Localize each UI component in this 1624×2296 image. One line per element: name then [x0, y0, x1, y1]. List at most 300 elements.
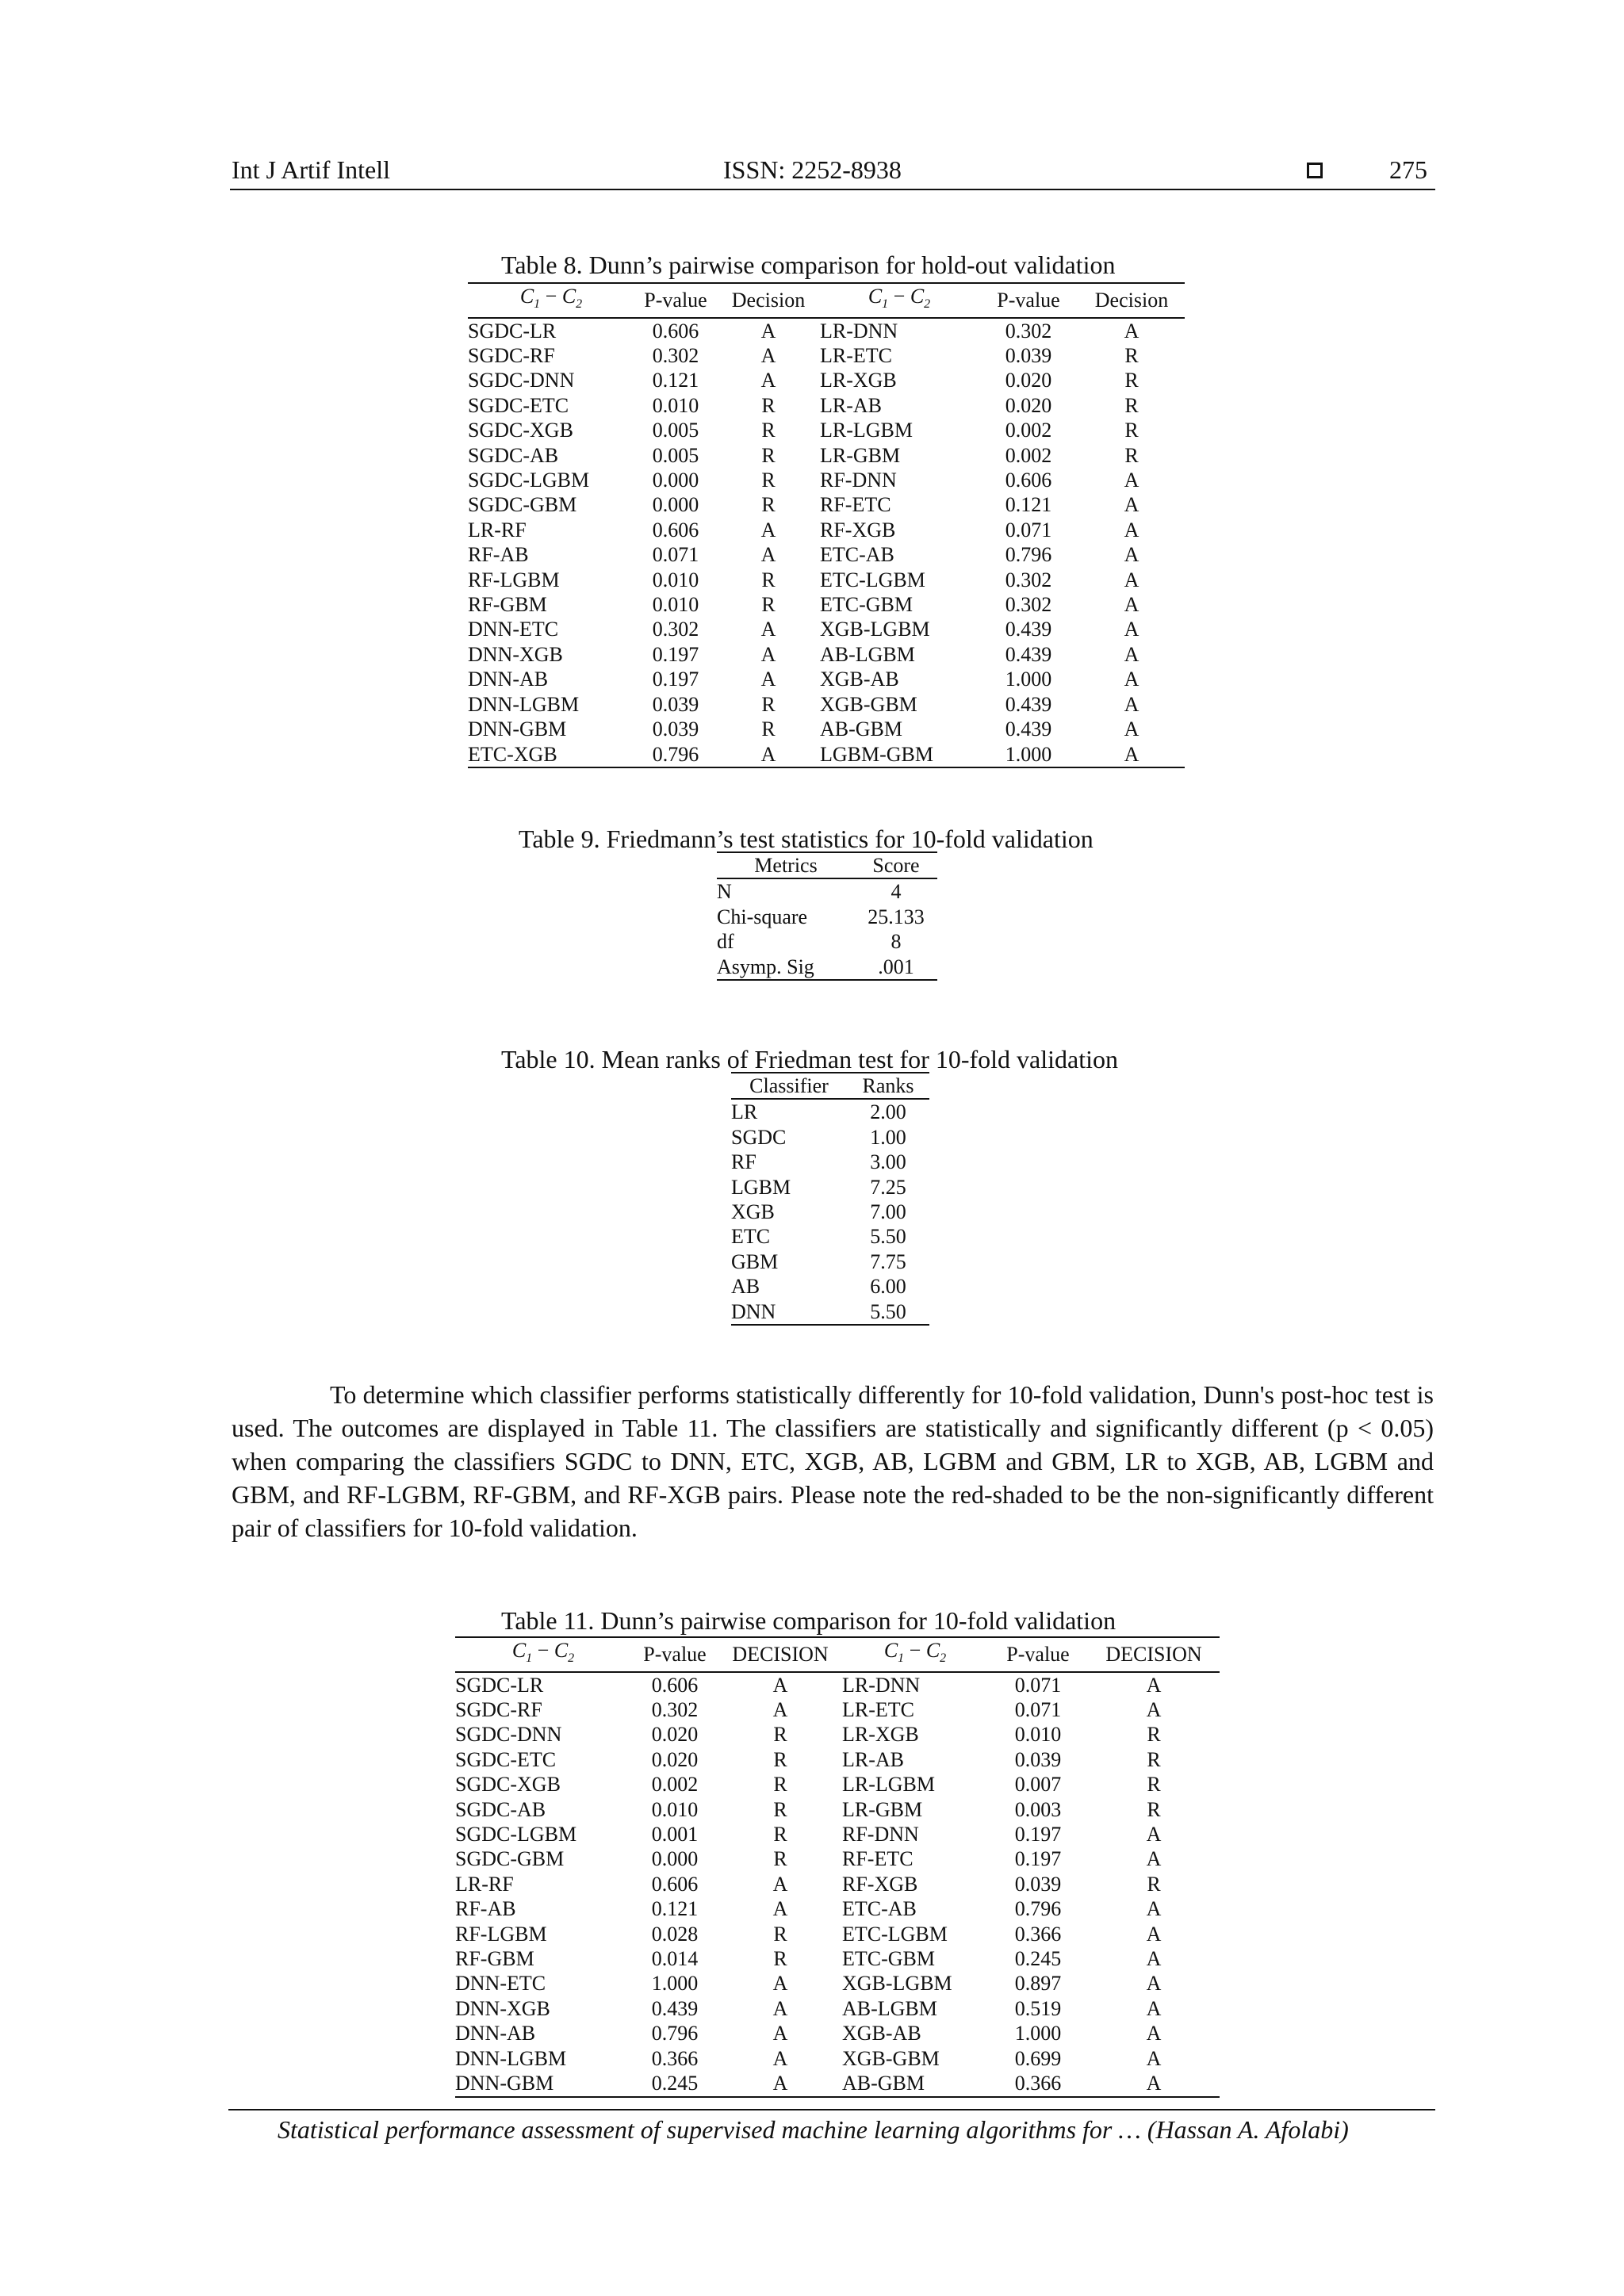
table11-cell: A — [1146, 2046, 1162, 2070]
table8-cell: 0.121 — [1005, 493, 1052, 517]
table11-cell: A — [772, 2046, 788, 2070]
issn: ISSN: 2252-8938 — [723, 155, 902, 184]
table11-cell: A — [772, 1996, 788, 2020]
table11-header-cell: DECISION — [718, 1637, 842, 1672]
table11-cell: DNN-XGB — [455, 1996, 550, 2020]
table11-cell: 0.245 — [1014, 1947, 1062, 1971]
page-number: 275 — [1389, 155, 1427, 184]
table11-cell: 0.002 — [651, 1773, 699, 1797]
table11-cell: 0.014 — [651, 1947, 699, 1971]
header-rule — [230, 189, 1435, 190]
table11-cell: A — [1146, 1996, 1162, 2020]
table8-cell: LR-XGB — [820, 369, 897, 392]
table10-header-cell: Ranks — [847, 1073, 929, 1099]
table11-cell: LR-GBM — [842, 1797, 923, 1821]
table8-cell: R — [1124, 344, 1139, 367]
table8-cell: A — [1124, 568, 1139, 591]
table11-cell: R — [773, 1747, 787, 1771]
table8-cell: DNN-XGB — [468, 642, 563, 666]
table11-cell: R — [773, 1847, 787, 1871]
table11-cell: SGDC-AB — [455, 1797, 546, 1821]
table-row — [455, 1846, 1220, 1871]
table10-cell: 5.50 — [870, 1225, 906, 1249]
table-row — [468, 542, 1185, 567]
table11-cell: ETC-GBM — [842, 1947, 935, 1971]
table10 — [731, 1072, 929, 1326]
table11-cell: A — [772, 1972, 788, 1996]
table11-cell: LR-AB — [842, 1747, 904, 1771]
table8-cell: 1.000 — [1005, 668, 1052, 691]
table11-cell: ETC-AB — [842, 1897, 917, 1921]
table8-cell: R — [761, 393, 776, 417]
table-row — [455, 1922, 1220, 1946]
table11-cell: LR-RF — [455, 1872, 514, 1896]
table8-cell: A — [760, 344, 776, 367]
table9-cell: 8 — [891, 930, 902, 954]
table11-cell: 1.000 — [1014, 2022, 1062, 2045]
table-row — [455, 2071, 1220, 2096]
table11-cell: R — [773, 1723, 787, 1747]
table8-cell: ETC-LGBM — [820, 568, 925, 591]
table11-cell: 1.000 — [651, 1972, 699, 1996]
table11-cell: 0.020 — [651, 1723, 699, 1747]
table10-cell: RF — [731, 1150, 756, 1174]
table11-cell: 0.897 — [1014, 1972, 1062, 1996]
table8-cell: R — [761, 469, 776, 492]
table-row — [731, 1099, 929, 1124]
table11-cell: LR-XGB — [842, 1723, 919, 1747]
table8-cell: 0.071 — [1005, 518, 1052, 541]
table10-cell: 7.00 — [870, 1200, 906, 1224]
table-row — [731, 1175, 929, 1200]
table8-cell: XGB-GBM — [820, 692, 917, 716]
table8-cell: 0.302 — [652, 344, 699, 367]
table-row — [717, 878, 937, 904]
table8-cell: RF-ETC — [820, 493, 891, 517]
table10-cell: DNN — [731, 1299, 847, 1325]
table11-cell: 0.039 — [1014, 1747, 1062, 1771]
footer-rule — [228, 2109, 1435, 2110]
table-row — [468, 642, 1185, 667]
table11-header-cell: P-value — [988, 1637, 1088, 1672]
table8-cell: A — [1124, 319, 1139, 342]
table11-cell: 0.606 — [651, 1872, 699, 1896]
table11 — [455, 1636, 1220, 2098]
table8-cell: A — [1124, 718, 1139, 741]
table11-cell: R — [1147, 1872, 1161, 1896]
table-row — [731, 1224, 929, 1249]
table11-cell: 0.197 — [1014, 1847, 1062, 1871]
table11-cell: SGDC-ETC — [455, 1747, 557, 1771]
table9-cell: Chi-square — [717, 905, 808, 928]
table-row — [455, 1946, 1220, 1971]
table8-cell: 0.039 — [652, 718, 699, 741]
table9-cell: Asymp. Sig — [717, 955, 855, 980]
table11-cell: A — [1146, 2022, 1162, 2045]
table-row — [468, 592, 1185, 617]
table-row — [455, 1772, 1220, 1797]
table8-cell: A — [760, 319, 776, 342]
table11-cell: SGDC-XGB — [455, 1773, 561, 1797]
table8-cell: 0.020 — [1005, 369, 1052, 392]
table11-header-cell: $C_1 - C_2$ — [455, 1637, 631, 1672]
table11-cell: XGB-GBM — [842, 2046, 940, 2070]
table8-cell: R — [1124, 443, 1139, 467]
table8-cell: R — [761, 443, 776, 467]
table11-cell: A — [772, 1673, 788, 1697]
table11-cell: DNN-LGBM — [455, 2046, 567, 2070]
table8-cell: XGB-LGBM — [820, 618, 930, 641]
table11-cell: 0.001 — [651, 1823, 699, 1846]
table8-cell: 0.005 — [652, 419, 699, 442]
table8-cell: LR-RF — [468, 518, 527, 541]
table-row — [455, 1697, 1220, 1722]
table9-caption: Table 9. Friedmann’s test statistics for 10-fold validation — [519, 825, 1094, 853]
table-row — [468, 742, 1185, 767]
table11-cell: 0.000 — [651, 1847, 699, 1871]
table11-header-cell: P-value — [631, 1637, 718, 1672]
table-row — [468, 518, 1185, 542]
table8-cell: A — [1124, 618, 1139, 641]
table11-cell: 0.007 — [1014, 1773, 1062, 1797]
table9-cell: N — [717, 880, 732, 904]
table11-cell: A — [1146, 1847, 1162, 1871]
table11-cell: 0.071 — [1014, 1698, 1062, 1721]
table-row — [455, 1797, 1220, 1822]
table8-cell: SGDC-RF — [468, 344, 555, 367]
table10-cell: 7.25 — [870, 1175, 906, 1199]
table8-cell: AB-GBM — [820, 718, 903, 741]
table8-cell: 0.796 — [634, 742, 717, 767]
table8-cell: 0.439 — [1005, 718, 1052, 741]
table8-cell: A — [760, 642, 776, 666]
table11-cell: RF-AB — [455, 1897, 516, 1921]
table8-cell: 0.796 — [1005, 543, 1052, 567]
table11-cell: 0.302 — [651, 1698, 699, 1721]
table8-cell: 0.197 — [652, 668, 699, 691]
table11-cell: 0.197 — [1014, 1823, 1062, 1846]
table-row — [468, 418, 1185, 442]
table11-cell: RF-DNN — [842, 1823, 919, 1846]
table8-cell: 0.005 — [652, 443, 699, 467]
table8-cell: SGDC-LR — [468, 319, 557, 342]
table11-cell: 0.606 — [651, 1673, 699, 1697]
table8-cell: A — [1124, 642, 1139, 666]
table8-cell: RF-LGBM — [468, 568, 560, 591]
table10-cell: 7.75 — [870, 1249, 906, 1273]
table8-cell: R — [761, 419, 776, 442]
table11-cell: 0.003 — [1014, 1797, 1062, 1821]
table11-cell: A — [772, 1872, 788, 1896]
table11-cell: DNN-GBM — [455, 2071, 631, 2096]
table-row — [455, 1872, 1220, 1896]
table8-cell: 0.000 — [652, 493, 699, 517]
table11-cell: RF-LGBM — [455, 1922, 547, 1946]
table8-header-cell: P-value — [634, 283, 717, 318]
table11-cell: R — [773, 1922, 787, 1946]
table11-cell: 0.439 — [651, 1996, 699, 2020]
table11-cell: R — [1147, 1723, 1161, 1747]
table11-cell: A — [1146, 1947, 1162, 1971]
table11-header-cell: DECISION — [1088, 1637, 1220, 1672]
table8-caption: Table 8. Dunn’s pairwise comparison for hold-out validation — [501, 251, 1116, 279]
table8-cell: 0.002 — [1005, 419, 1052, 442]
table11-cell: 0.366 — [651, 2046, 699, 2070]
table11-cell: LR-ETC — [842, 1698, 914, 1721]
table8-cell: A — [1124, 593, 1139, 617]
table8-cell: ETC-XGB — [468, 742, 634, 767]
table11-header-cell: $C_1 - C_2$ — [842, 1637, 988, 1672]
table-row — [455, 2021, 1220, 2045]
table8-cell: A — [1124, 668, 1139, 691]
table11-cell: 0.121 — [651, 1897, 699, 1921]
table11-cell: R — [773, 1823, 787, 1846]
table10-caption: Table 10. Mean ranks of Friedman test for 10-fold validation — [501, 1045, 1118, 1073]
table-row — [455, 1722, 1220, 1747]
table11-cell: A — [772, 1897, 788, 1921]
table-row — [468, 468, 1185, 492]
table8-cell: ETC-GBM — [820, 593, 913, 617]
table11-cell: R — [773, 1773, 787, 1797]
table8-cell: A — [760, 668, 776, 691]
table10-cell: 6.00 — [870, 1275, 906, 1299]
table8-cell: DNN-AB — [468, 668, 549, 691]
table11-cell: RF-ETC — [842, 1847, 914, 1871]
table10-header-cell: Classifier — [731, 1073, 847, 1099]
table11-cell: DNN-ETC — [455, 1972, 546, 1996]
table8-cell: 0.039 — [1005, 344, 1052, 367]
table8-cell: 0.197 — [652, 642, 699, 666]
table-row — [468, 368, 1185, 392]
table8-cell: 0.606 — [1005, 469, 1052, 492]
table8-cell: RF-DNN — [820, 469, 897, 492]
table11-cell: 0.699 — [1014, 2046, 1062, 2070]
table10-cell: LGBM — [731, 1175, 791, 1199]
table11-cell: 0.245 — [631, 2071, 718, 2096]
table-row — [468, 492, 1185, 517]
table10-cell: AB — [731, 1275, 760, 1299]
table8-cell: A — [1124, 518, 1139, 541]
table9-cell: 4 — [891, 880, 902, 904]
table11-cell: 0.020 — [651, 1747, 699, 1771]
table11-cell: A — [1146, 1673, 1162, 1697]
table11-cell: SGDC-GBM — [455, 1847, 565, 1871]
table8-cell: 0.010 — [652, 593, 699, 617]
table11-cell: RF-XGB — [842, 1872, 918, 1896]
table-row — [468, 568, 1185, 592]
table8-cell: SGDC-GBM — [468, 493, 577, 517]
table8-cell: 0.071 — [652, 543, 699, 567]
table8-cell: 0.302 — [1005, 319, 1052, 342]
table8-cell: LR-LGBM — [820, 419, 913, 442]
table8-cell: SGDC-DNN — [468, 369, 575, 392]
footer-citation: Statistical performance assessment of supervised machine learning algorithms for … (Hassan A. Afolabi) — [278, 2115, 1349, 2144]
table8-cell: SGDC-ETC — [468, 393, 569, 417]
table8-cell: 0.302 — [1005, 593, 1052, 617]
table8-header-cell: Decision — [717, 283, 820, 318]
table8-header-cell: $C_1 - C_2$ — [468, 283, 634, 318]
table8-cell: A — [1124, 469, 1139, 492]
table10-cell: XGB — [731, 1200, 775, 1224]
table8-cell: R — [1124, 369, 1139, 392]
table-row — [468, 393, 1185, 418]
table9-cell: .001 — [855, 955, 937, 980]
table-row — [455, 1747, 1220, 1772]
table11-cell: A — [1146, 1698, 1162, 1721]
table8-cell: R — [761, 692, 776, 716]
table8-cell: A — [1124, 692, 1139, 716]
table8-cell: A — [760, 518, 776, 541]
table8-cell: A — [1124, 493, 1139, 517]
table8-cell: 0.020 — [1005, 393, 1052, 417]
table8-cell: RF-GBM — [468, 593, 547, 617]
table8-cell: LR-AB — [820, 393, 882, 417]
table11-cell: DNN-AB — [455, 2022, 536, 2045]
table8-cell: 0.302 — [1005, 568, 1052, 591]
table8-cell: DNN-ETC — [468, 618, 559, 641]
table-row — [468, 617, 1185, 641]
table11-cell: A — [772, 2022, 788, 2045]
table8-cell: LR-ETC — [820, 344, 892, 367]
table-row — [468, 343, 1185, 368]
journal-name: Int J Artif Intell — [232, 155, 390, 184]
table-row — [455, 1822, 1220, 1846]
table8-cell: 0.439 — [1005, 642, 1052, 666]
table11-cell: 0.039 — [1014, 1872, 1062, 1896]
table11-cell: A — [1146, 1922, 1162, 1946]
table8-cell: 0.606 — [652, 319, 699, 342]
table11-cell: LR-LGBM — [842, 1773, 935, 1797]
table8-cell: RF-XGB — [820, 518, 896, 541]
table-row — [455, 1971, 1220, 1996]
table10-cell: 1.00 — [870, 1125, 906, 1149]
table8-cell: A — [1124, 543, 1139, 567]
table10-cell: GBM — [731, 1249, 779, 1273]
table11-cell: RF-GBM — [455, 1947, 534, 1971]
table8-header-cell: $C_1 - C_2$ — [820, 283, 979, 318]
table8-cell: A — [1078, 742, 1185, 767]
table11-cell: A — [1088, 2071, 1220, 2096]
table11-cell: A — [1146, 1897, 1162, 1921]
table11-cell: A — [1146, 1972, 1162, 1996]
table10-cell: 3.00 — [870, 1150, 906, 1174]
table9-header-cell: Metrics — [717, 852, 855, 878]
table-row — [731, 1299, 929, 1325]
table-row — [468, 318, 1185, 343]
table8-cell: ETC-AB — [820, 543, 894, 567]
table8-cell: A — [760, 618, 776, 641]
table11-cell: XGB-AB — [842, 2022, 921, 2045]
table11-cell: 0.028 — [651, 1922, 699, 1946]
table8-cell: A — [717, 742, 820, 767]
table8-cell: RF-AB — [468, 543, 529, 567]
table8-cell: LGBM-GBM — [820, 742, 979, 767]
table8-cell: R — [761, 568, 776, 591]
table11-cell: 0.796 — [1014, 1897, 1062, 1921]
table11-cell: SGDC-LGBM — [455, 1823, 577, 1846]
table11-cell: A — [772, 1698, 788, 1721]
table-row — [731, 1200, 929, 1224]
table8-header-cell: Decision — [1078, 283, 1185, 318]
table9-cell: 25.133 — [868, 905, 925, 928]
table8-cell: R — [761, 718, 776, 741]
table10-cell: SGDC — [731, 1125, 787, 1149]
table11-cell: 0.010 — [1014, 1723, 1062, 1747]
table8-cell: 0.002 — [1005, 443, 1052, 467]
table11-cell: SGDC-RF — [455, 1698, 542, 1721]
table11-cell: SGDC-DNN — [455, 1723, 562, 1747]
table-row — [717, 929, 937, 954]
table8-cell: A — [760, 543, 776, 567]
table-row — [731, 1150, 929, 1174]
square-bullet-icon — [1307, 163, 1323, 178]
table8-cell: 0.010 — [652, 393, 699, 417]
table9 — [717, 851, 937, 981]
table-row — [455, 1996, 1220, 2021]
table11-cell: 0.071 — [1014, 1673, 1062, 1697]
table11-cell: R — [773, 1947, 787, 1971]
table-row — [731, 1125, 929, 1150]
table11-cell: 0.366 — [1014, 1922, 1062, 1946]
table8-cell: 0.439 — [1005, 692, 1052, 716]
table8-cell: DNN-LGBM — [468, 692, 580, 716]
table-row — [731, 1274, 929, 1299]
table11-cell: XGB-LGBM — [842, 1972, 952, 1996]
table8-cell: R — [1124, 419, 1139, 442]
table8-cell: SGDC-XGB — [468, 419, 573, 442]
table8-cell: SGDC-AB — [468, 443, 559, 467]
table10-cell: 2.00 — [870, 1100, 906, 1124]
table8-cell: 0.000 — [652, 469, 699, 492]
table8-cell: R — [761, 493, 776, 517]
table8-cell: R — [761, 593, 776, 617]
table-row — [731, 1249, 929, 1274]
table11-cell: 0.366 — [988, 2071, 1088, 2096]
table11-cell: ETC-LGBM — [842, 1922, 948, 1946]
table10-cell: ETC — [731, 1225, 771, 1249]
table8-cell: 0.439 — [1005, 618, 1052, 641]
table-row — [468, 692, 1185, 717]
table8-cell: AB-LGBM — [820, 642, 915, 666]
table8-cell: 0.606 — [652, 518, 699, 541]
table-row — [468, 717, 1185, 741]
table11-cell: AB-GBM — [842, 2071, 988, 2096]
table11-cell: A — [718, 2071, 842, 2096]
table-row — [468, 443, 1185, 468]
table8-cell: LR-GBM — [820, 443, 901, 467]
table11-cell: 0.010 — [651, 1797, 699, 1821]
table11-cell: R — [1147, 1747, 1161, 1771]
table8-cell: XGB-AB — [820, 668, 899, 691]
table9-cell: df — [717, 930, 734, 954]
table8-header-cell: P-value — [979, 283, 1078, 318]
table10-cell: 5.50 — [847, 1299, 929, 1325]
table-row — [468, 667, 1185, 691]
table9-header-cell: Score — [855, 852, 937, 878]
table-row — [455, 1672, 1220, 1697]
table8-cell: 0.039 — [652, 692, 699, 716]
table8-cell: DNN-GBM — [468, 718, 567, 741]
table8-cell: 1.000 — [979, 742, 1078, 767]
table8-cell: LR-DNN — [820, 319, 898, 342]
table10-cell: LR — [731, 1100, 758, 1124]
table8-cell: SGDC-LGBM — [468, 469, 590, 492]
table11-cell: LR-DNN — [842, 1673, 921, 1697]
table-row — [455, 1896, 1220, 1921]
table-row — [717, 905, 937, 929]
table11-caption: Table 11. Dunn’s pairwise comparison for 10-fold validation — [501, 1606, 1116, 1635]
table8-cell: A — [760, 369, 776, 392]
